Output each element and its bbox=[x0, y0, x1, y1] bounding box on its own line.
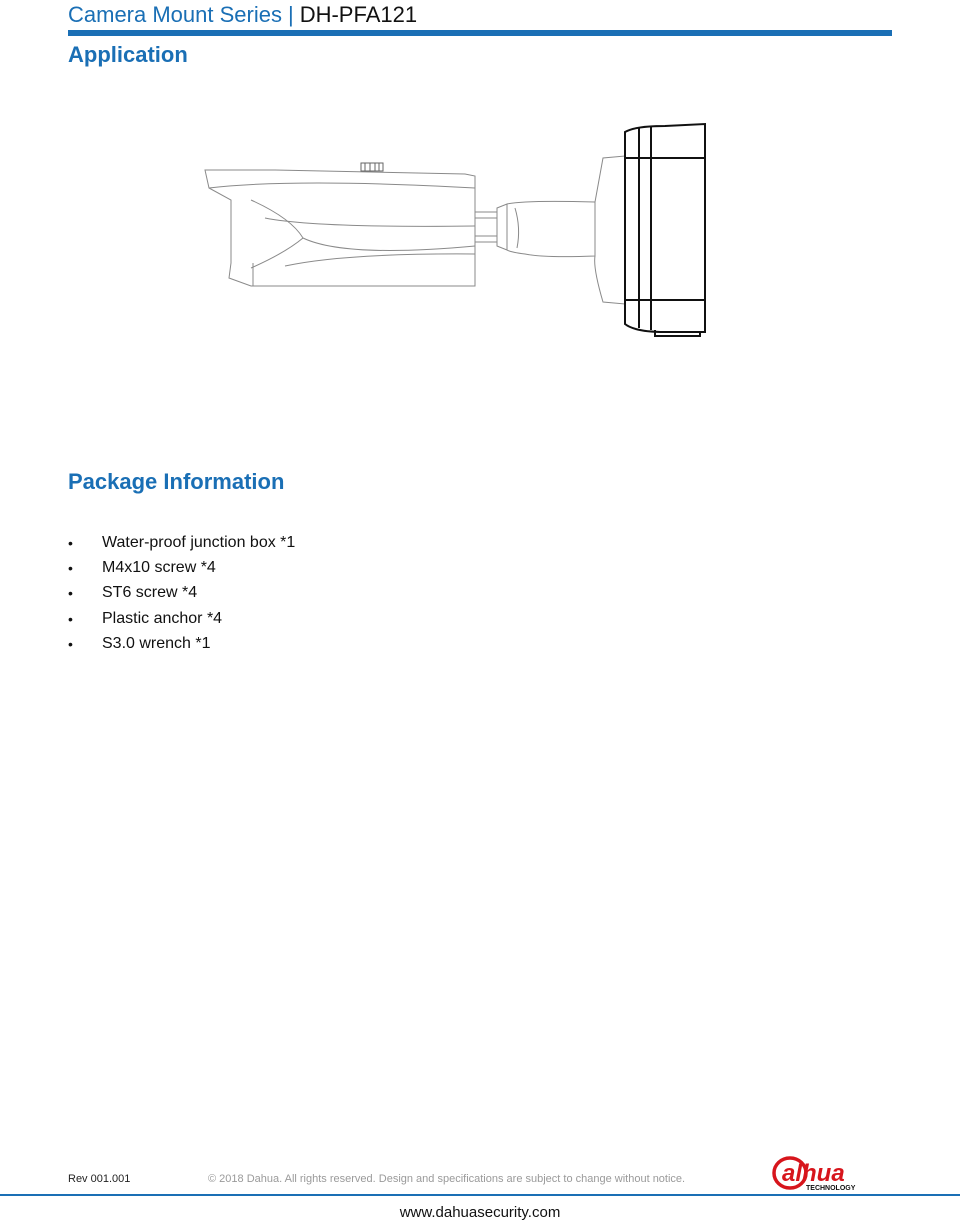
package-item-text: M4x10 screw *4 bbox=[102, 559, 216, 577]
header-title bbox=[68, 2, 417, 28]
bullet-icon: • bbox=[68, 635, 73, 652]
revision-label: Rev 001.001 bbox=[68, 1173, 131, 1185]
dahua-logo bbox=[770, 1152, 894, 1192]
package-item-text: ST6 screw *4 bbox=[102, 584, 198, 602]
series-name: Camera Mount Series bbox=[68, 2, 282, 27]
page-header bbox=[68, 0, 892, 38]
website-url: www.dahuasecurity.com bbox=[399, 1204, 561, 1221]
header-rule bbox=[68, 30, 892, 36]
camera-mount-illustration bbox=[195, 118, 715, 340]
footer-rule bbox=[0, 1194, 960, 1196]
application-title: Application bbox=[68, 42, 188, 67]
bullet-icon: • bbox=[68, 535, 73, 551]
bullet-icon: • bbox=[68, 560, 73, 577]
copyright-notice: © 2018 Dahua. All rights reserved. Design and specifications are subject to change without notice. bbox=[208, 1173, 686, 1185]
model-name: DH-PFA121 bbox=[299, 2, 418, 27]
logo-text: alhua bbox=[782, 1160, 845, 1187]
header-separator: | bbox=[287, 2, 294, 27]
package-information-title: Package Information bbox=[68, 469, 285, 494]
logo-subtext: TECHNOLOGY bbox=[806, 1185, 856, 1192]
bullet-icon: • bbox=[68, 610, 73, 627]
package-item-text: Water-proof junction box *1 bbox=[102, 534, 296, 551]
bullet-icon: • bbox=[68, 585, 73, 602]
package-item-text: Plastic anchor *4 bbox=[102, 609, 223, 627]
package-item-text: S3.0 wrench *1 bbox=[102, 634, 211, 652]
